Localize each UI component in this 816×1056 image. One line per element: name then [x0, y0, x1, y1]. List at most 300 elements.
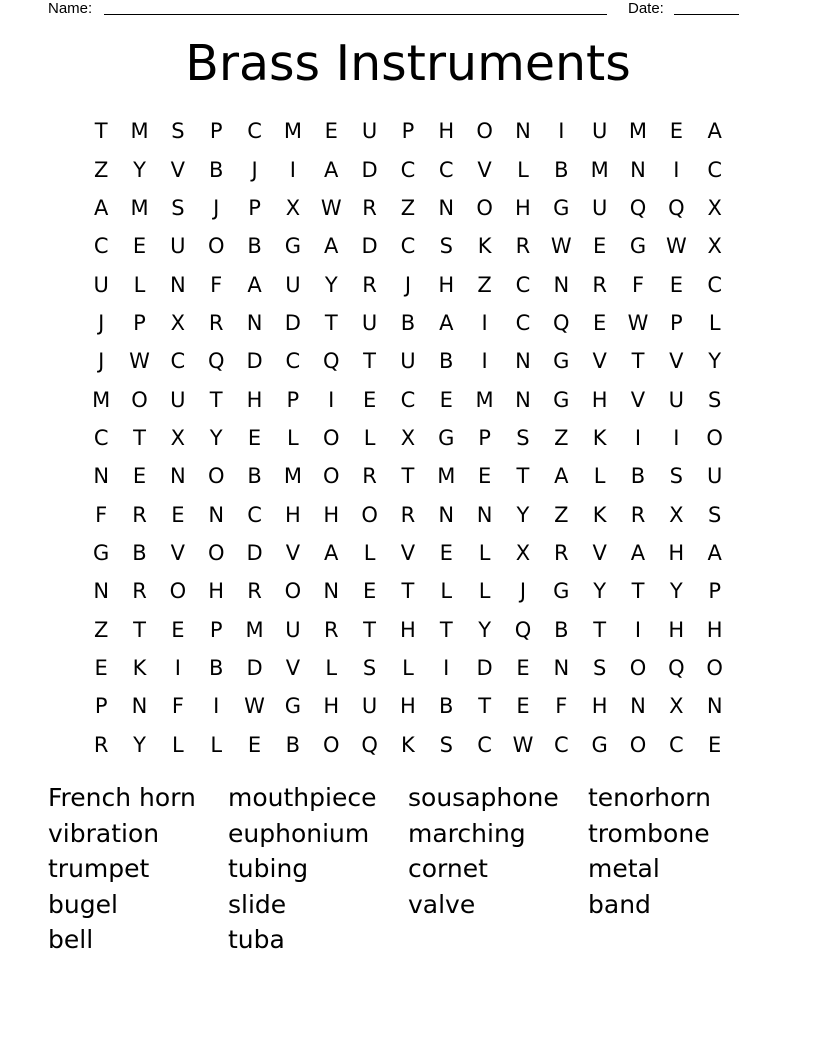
grid-letter[interactable]: R: [515, 234, 531, 259]
grid-letter[interactable]: N: [706, 694, 723, 719]
worksheet-header: [0, 0, 816, 22]
grid-letter[interactable]: N: [515, 119, 531, 144]
letter-grid: [82, 112, 734, 764]
grid-letter[interactable]: E: [247, 732, 262, 757]
grid-letter[interactable]: P: [708, 579, 721, 604]
grid-letter[interactable]: O: [476, 119, 493, 144]
grid-letter[interactable]: T: [631, 579, 645, 604]
grid-letter[interactable]: H: [591, 694, 608, 719]
grid-letter[interactable]: I: [673, 425, 680, 450]
grid-letter[interactable]: H: [208, 579, 225, 604]
grid-letter[interactable]: Y: [478, 617, 492, 642]
grid-letter[interactable]: P: [133, 310, 146, 335]
grid-letter[interactable]: V: [592, 349, 607, 374]
grid-letter[interactable]: B: [400, 310, 416, 335]
grid-letter[interactable]: R: [208, 310, 224, 335]
grid-letter[interactable]: A: [554, 464, 569, 489]
grid-letter[interactable]: H: [246, 387, 263, 412]
grid-letter[interactable]: N: [438, 195, 455, 220]
grid-letter[interactable]: U: [170, 234, 186, 259]
grid-letter[interactable]: G: [93, 540, 110, 565]
grid-letter[interactable]: Z: [93, 157, 109, 182]
grid-letter[interactable]: I: [634, 617, 642, 642]
grid-letter[interactable]: C: [400, 234, 416, 259]
grid-letter[interactable]: E: [669, 272, 683, 297]
grid-letter[interactable]: C: [668, 732, 684, 757]
grid-letter[interactable]: O: [706, 655, 723, 680]
grid-letter[interactable]: T: [363, 617, 376, 642]
grid-letter[interactable]: M: [283, 464, 302, 489]
grid-letter[interactable]: G: [553, 579, 570, 604]
grid-letter[interactable]: E: [247, 425, 262, 450]
grid-letter[interactable]: D: [361, 157, 378, 182]
grid-letter[interactable]: R: [132, 502, 147, 527]
grid-letter[interactable]: Z: [400, 195, 416, 220]
grid-letter[interactable]: V: [285, 655, 301, 680]
grid-letter[interactable]: E: [439, 540, 453, 565]
grid-letter[interactable]: A: [93, 195, 109, 220]
grid-letter[interactable]: Y: [209, 425, 223, 450]
grid-letter[interactable]: G: [553, 349, 570, 374]
grid-letter[interactable]: T: [133, 617, 146, 642]
grid-letter[interactable]: E: [171, 502, 185, 527]
grid-letter[interactable]: B: [208, 157, 224, 182]
grid-letter[interactable]: O: [629, 732, 647, 757]
grid-letter[interactable]: N: [515, 387, 531, 412]
grid-letter[interactable]: L: [363, 540, 376, 565]
word-list: [48, 780, 768, 958]
grid-letter[interactable]: M: [130, 119, 149, 144]
grid-letter[interactable]: E: [593, 234, 607, 259]
grid-letter[interactable]: L: [287, 425, 299, 450]
grid-letter[interactable]: W: [129, 349, 150, 374]
grid-letter[interactable]: L: [210, 732, 223, 757]
grid-letter[interactable]: E: [477, 464, 492, 489]
grid-letter[interactable]: V: [285, 540, 301, 565]
grid-letter[interactable]: O: [361, 502, 378, 527]
grid-letter[interactable]: N: [93, 579, 110, 604]
grid-letter[interactable]: W: [627, 310, 649, 335]
grid-letter[interactable]: Q: [207, 349, 225, 374]
grid-letter[interactable]: I: [328, 387, 335, 412]
grid-letter[interactable]: A: [324, 540, 339, 565]
grid-letter[interactable]: T: [439, 617, 453, 642]
grid-letter[interactable]: E: [132, 234, 147, 259]
grid-letter[interactable]: B: [132, 540, 147, 565]
grid-letter[interactable]: L: [172, 732, 184, 757]
grid-letter[interactable]: E: [324, 119, 338, 144]
grid-letter[interactable]: R: [400, 502, 416, 527]
grid-letter[interactable]: N: [630, 157, 646, 182]
grid-letter[interactable]: Q: [514, 617, 532, 642]
grid-letter[interactable]: N: [476, 502, 493, 527]
grid-letter[interactable]: V: [630, 387, 646, 412]
grid-letter[interactable]: U: [361, 119, 378, 144]
grid-letter[interactable]: R: [362, 464, 377, 489]
grid-letter[interactable]: F: [555, 694, 568, 719]
grid-letter[interactable]: M: [437, 464, 456, 489]
grid-letter[interactable]: Z: [554, 502, 569, 527]
grid-letter[interactable]: Z: [554, 425, 569, 450]
grid-letter[interactable]: J: [251, 157, 258, 182]
grid-letter[interactable]: X: [669, 694, 684, 719]
grid-letter[interactable]: V: [669, 349, 684, 374]
grid-letter[interactable]: I: [673, 157, 680, 182]
grid-letter[interactable]: A: [630, 540, 646, 565]
name-line[interactable]: [104, 14, 607, 15]
date-line[interactable]: [674, 14, 739, 15]
grid-letter[interactable]: C: [247, 119, 262, 144]
grid-letter[interactable]: F: [631, 272, 645, 297]
grid-letter[interactable]: M: [628, 119, 648, 144]
grid-letter[interactable]: H: [400, 617, 416, 642]
grid-letter[interactable]: Q: [668, 655, 685, 680]
grid-letter[interactable]: E: [708, 732, 722, 757]
grid-letter[interactable]: J: [213, 195, 220, 220]
grid-letter[interactable]: C: [438, 157, 454, 182]
grid-letter[interactable]: Z: [93, 617, 109, 642]
grid-letter[interactable]: T: [631, 349, 645, 374]
grid-letter[interactable]: P: [286, 387, 300, 412]
grid-letter[interactable]: S: [362, 655, 377, 680]
grid-letter[interactable]: B: [439, 349, 454, 374]
grid-letter[interactable]: T: [209, 387, 223, 412]
grid-letter[interactable]: N: [170, 272, 186, 297]
grid-letter[interactable]: H: [438, 272, 455, 297]
grid-letter[interactable]: K: [477, 234, 492, 259]
grid-letter[interactable]: E: [362, 579, 377, 604]
grid-letter[interactable]: X: [170, 425, 186, 450]
grid-letter[interactable]: U: [591, 195, 608, 220]
grid-letter[interactable]: D: [246, 655, 263, 680]
grid-letter[interactable]: G: [553, 195, 570, 220]
grid-letter[interactable]: V: [477, 157, 492, 182]
grid-letter[interactable]: K: [592, 425, 607, 450]
grid-letter[interactable]: C: [93, 425, 109, 450]
grid-letter[interactable]: I: [481, 310, 488, 335]
grid-letter[interactable]: U: [706, 464, 723, 489]
grid-letter[interactable]: N: [246, 310, 263, 335]
grid-letter[interactable]: O: [322, 464, 340, 489]
grid-letter[interactable]: H: [668, 617, 685, 642]
grid-letter[interactable]: S: [439, 732, 453, 757]
word-list-item: band: [588, 889, 651, 919]
grid-letter[interactable]: B: [630, 464, 646, 489]
grid-letter[interactable]: O: [629, 655, 647, 680]
grid-letter[interactable]: M: [130, 195, 149, 220]
grid-letter[interactable]: J: [98, 349, 105, 374]
word-list-item: tuba: [228, 925, 285, 954]
grid-letter[interactable]: Y: [516, 502, 530, 527]
grid-letter[interactable]: P: [209, 617, 223, 642]
grid-letter[interactable]: S: [171, 119, 185, 144]
grid-letter[interactable]: C: [285, 349, 301, 374]
grid-letter[interactable]: H: [323, 694, 340, 719]
grid-letter[interactable]: O: [207, 540, 225, 565]
grid-letter[interactable]: P: [94, 694, 108, 719]
grid-letter[interactable]: D: [361, 234, 378, 259]
grid-letter[interactable]: O: [476, 195, 493, 220]
grid-letter[interactable]: O: [207, 234, 225, 259]
word-list-item: cornet: [408, 854, 488, 883]
grid-letter[interactable]: O: [207, 464, 225, 489]
grid-letter[interactable]: Q: [553, 310, 570, 335]
grid-letter[interactable]: F: [171, 694, 184, 719]
grid-letter[interactable]: G: [284, 234, 302, 259]
grid-letter[interactable]: O: [322, 732, 340, 757]
grid-letter[interactable]: F: [210, 272, 223, 297]
grid-letter[interactable]: A: [247, 272, 262, 297]
grid-letter[interactable]: K: [132, 655, 147, 680]
grid-letter[interactable]: T: [363, 349, 376, 374]
grid-letter[interactable]: N: [93, 464, 110, 489]
grid-letter[interactable]: C: [477, 732, 492, 757]
grid-letter[interactable]: L: [325, 655, 338, 680]
date-label: Date:: [628, 0, 664, 17]
grid-letter[interactable]: J: [519, 579, 527, 604]
grid-letter[interactable]: N: [515, 349, 531, 374]
grid-letter[interactable]: H: [706, 617, 723, 642]
grid-letter[interactable]: X: [515, 540, 531, 565]
grid-letter[interactable]: S: [171, 195, 185, 220]
grid-letter[interactable]: U: [400, 349, 416, 374]
grid-letter[interactable]: H: [668, 540, 685, 565]
grid-letter[interactable]: N: [630, 694, 646, 719]
grid-letter[interactable]: I: [443, 655, 450, 680]
grid-letter[interactable]: O: [131, 387, 148, 412]
grid-letter[interactable]: D: [284, 310, 301, 335]
grid-letter[interactable]: D: [246, 540, 263, 565]
grid-letter[interactable]: T: [593, 617, 607, 642]
grid-letter[interactable]: W: [244, 694, 265, 719]
grid-letter[interactable]: R: [132, 579, 147, 604]
grid-letter[interactable]: S: [592, 655, 607, 680]
grid-letter[interactable]: W: [320, 195, 342, 220]
grid-letter[interactable]: C: [170, 349, 186, 374]
grid-letter[interactable]: M: [590, 157, 609, 182]
grid-letter[interactable]: B: [439, 694, 454, 719]
grid-letter[interactable]: M: [283, 119, 302, 144]
grid-letter[interactable]: Y: [708, 349, 722, 374]
grid-letter[interactable]: A: [324, 234, 339, 259]
grid-letter[interactable]: D: [246, 349, 263, 374]
grid-letter[interactable]: M: [92, 387, 111, 412]
grid-letter[interactable]: C: [515, 272, 531, 297]
grid-letter[interactable]: S: [708, 502, 722, 527]
grid-letter[interactable]: N: [131, 694, 148, 719]
grid-letter[interactable]: E: [439, 387, 453, 412]
grid-letter[interactable]: Y: [133, 157, 146, 182]
grid-letter[interactable]: M: [245, 617, 264, 642]
grid-letter[interactable]: V: [170, 540, 186, 565]
grid-letter[interactable]: W: [512, 732, 534, 757]
grid-letter[interactable]: L: [517, 157, 529, 182]
grid-letter[interactable]: B: [554, 617, 569, 642]
grid-letter[interactable]: W: [665, 234, 687, 259]
grid-letter[interactable]: R: [362, 272, 377, 297]
grid-letter[interactable]: L: [478, 579, 491, 604]
grid-letter[interactable]: S: [669, 464, 683, 489]
grid-letter[interactable]: I: [558, 119, 565, 144]
grid-letter[interactable]: T: [478, 694, 492, 719]
grid-letter[interactable]: B: [247, 464, 262, 489]
grid-letter[interactable]: R: [630, 502, 646, 527]
grid-letter[interactable]: T: [401, 464, 415, 489]
grid-letter[interactable]: J: [404, 272, 412, 297]
grid-letter[interactable]: T: [133, 425, 146, 450]
grid-letter[interactable]: C: [515, 310, 531, 335]
grid-letter[interactable]: G: [553, 387, 570, 412]
grid-letter[interactable]: O: [169, 579, 187, 604]
grid-letter[interactable]: I: [634, 425, 642, 450]
grid-letter[interactable]: E: [669, 119, 683, 144]
word-list-item: marching: [408, 818, 526, 848]
grid-letter[interactable]: E: [94, 655, 108, 680]
grid-letter[interactable]: K: [401, 732, 415, 757]
grid-letter[interactable]: Q: [629, 195, 647, 220]
grid-letter[interactable]: L: [402, 655, 414, 680]
grid-letter[interactable]: O: [284, 579, 302, 604]
grid-letter[interactable]: U: [285, 617, 301, 642]
grid-letter[interactable]: T: [401, 579, 415, 604]
grid-letter[interactable]: Y: [669, 579, 683, 604]
grid-letter[interactable]: L: [363, 425, 376, 450]
grid-letter[interactable]: L: [478, 540, 491, 565]
grid-letter[interactable]: X: [285, 195, 301, 220]
grid-letter[interactable]: N: [170, 464, 186, 489]
grid-letter[interactable]: X: [707, 195, 722, 220]
grid-letter[interactable]: T: [324, 310, 338, 335]
grid-letter[interactable]: U: [668, 387, 685, 412]
grid-letter[interactable]: G: [591, 732, 608, 757]
grid-letter[interactable]: C: [553, 732, 569, 757]
grid-letter[interactable]: N: [323, 579, 340, 604]
grid-letter[interactable]: A: [439, 310, 454, 335]
grid-letter[interactable]: Y: [324, 272, 338, 297]
grid-letter[interactable]: N: [208, 502, 225, 527]
grid-letter[interactable]: H: [284, 502, 301, 527]
grid-letter[interactable]: N: [438, 502, 455, 527]
grid-letter[interactable]: I: [174, 655, 181, 680]
grid-letter[interactable]: X: [170, 310, 186, 335]
grid-letter[interactable]: L: [708, 310, 721, 335]
grid-letter[interactable]: R: [247, 579, 262, 604]
grid-letter[interactable]: C: [707, 272, 722, 297]
grid-letter[interactable]: A: [707, 119, 722, 144]
grid-letter[interactable]: E: [516, 694, 530, 719]
grid-letter[interactable]: H: [323, 502, 340, 527]
grid-letter[interactable]: X: [669, 502, 684, 527]
grid-letter[interactable]: Q: [322, 349, 340, 374]
grid-letter[interactable]: D: [476, 655, 493, 680]
grid-letter[interactable]: X: [707, 234, 722, 259]
grid-letter[interactable]: B: [247, 234, 262, 259]
grid-letter[interactable]: V: [592, 540, 607, 565]
grid-letter[interactable]: R: [592, 272, 607, 297]
grid-letter[interactable]: Y: [593, 579, 607, 604]
grid-letter[interactable]: S: [708, 387, 722, 412]
grid-letter[interactable]: U: [361, 310, 378, 335]
grid-letter[interactable]: I: [213, 694, 220, 719]
grid-letter[interactable]: E: [132, 464, 147, 489]
grid-letter[interactable]: R: [93, 732, 109, 757]
grid-letter[interactable]: E: [516, 655, 530, 680]
grid-letter[interactable]: A: [707, 540, 722, 565]
grid-letter[interactable]: R: [362, 195, 377, 220]
grid-letter[interactable]: W: [550, 234, 572, 259]
grid-letter[interactable]: I: [481, 349, 488, 374]
grid-letter[interactable]: I: [289, 157, 296, 182]
grid-letter[interactable]: N: [553, 272, 570, 297]
grid-letter[interactable]: L: [440, 579, 453, 604]
grid-letter[interactable]: Q: [668, 195, 685, 220]
grid-letter[interactable]: A: [324, 157, 339, 182]
grid-letter[interactable]: C: [400, 157, 416, 182]
grid-letter[interactable]: G: [284, 694, 302, 719]
grid-letter[interactable]: H: [438, 119, 455, 144]
grid-letter[interactable]: E: [171, 617, 185, 642]
grid-letter[interactable]: V: [170, 157, 186, 182]
grid-letter[interactable]: H: [591, 387, 608, 412]
grid-letter[interactable]: C: [400, 387, 416, 412]
grid-letter[interactable]: R: [323, 617, 339, 642]
grid-letter[interactable]: N: [553, 655, 570, 680]
grid-letter[interactable]: O: [706, 425, 723, 450]
grid-letter[interactable]: P: [478, 425, 491, 450]
grid-letter[interactable]: E: [362, 387, 377, 412]
grid-letter[interactable]: U: [93, 272, 109, 297]
grid-letter[interactable]: M: [475, 387, 494, 412]
grid-letter[interactable]: Q: [361, 732, 378, 757]
grid-letter[interactable]: S: [439, 234, 453, 259]
grid-letter[interactable]: P: [669, 310, 683, 335]
grid-letter[interactable]: T: [516, 464, 530, 489]
grid-letter[interactable]: C: [93, 234, 109, 259]
grid-letter[interactable]: O: [322, 425, 340, 450]
grid-letter[interactable]: U: [285, 272, 301, 297]
grid-letter[interactable]: J: [98, 310, 105, 335]
grid-letter[interactable]: H: [400, 694, 416, 719]
word-list-item: mouthpiece: [228, 783, 377, 812]
grid-letter[interactable]: B: [208, 655, 224, 680]
grid-letter[interactable]: C: [707, 157, 722, 182]
grid-letter[interactable]: Z: [477, 272, 492, 297]
grid-letter[interactable]: F: [95, 502, 108, 527]
grid-letter[interactable]: U: [591, 119, 608, 144]
grid-letter[interactable]: B: [554, 157, 569, 182]
grid-letter[interactable]: U: [170, 387, 186, 412]
grid-letter[interactable]: P: [248, 195, 261, 220]
grid-letter[interactable]: V: [400, 540, 416, 565]
grid-letter[interactable]: S: [516, 425, 530, 450]
grid-letter[interactable]: X: [400, 425, 416, 450]
grid-letter[interactable]: H: [515, 195, 531, 220]
grid-letter[interactable]: C: [247, 502, 262, 527]
grid-letter[interactable]: G: [629, 234, 647, 259]
grid-letter[interactable]: Y: [133, 732, 146, 757]
grid-letter[interactable]: L: [133, 272, 146, 297]
grid-letter[interactable]: K: [592, 502, 607, 527]
grid-letter[interactable]: G: [438, 425, 455, 450]
grid-letter[interactable]: T: [94, 119, 108, 144]
grid-letter[interactable]: P: [209, 119, 223, 144]
grid-letter[interactable]: P: [401, 119, 415, 144]
grid-letter[interactable]: R: [554, 540, 569, 565]
grid-letter[interactable]: L: [593, 464, 606, 489]
grid-letter[interactable]: U: [361, 694, 378, 719]
grid-letter[interactable]: B: [285, 732, 301, 757]
grid-letter[interactable]: E: [593, 310, 607, 335]
